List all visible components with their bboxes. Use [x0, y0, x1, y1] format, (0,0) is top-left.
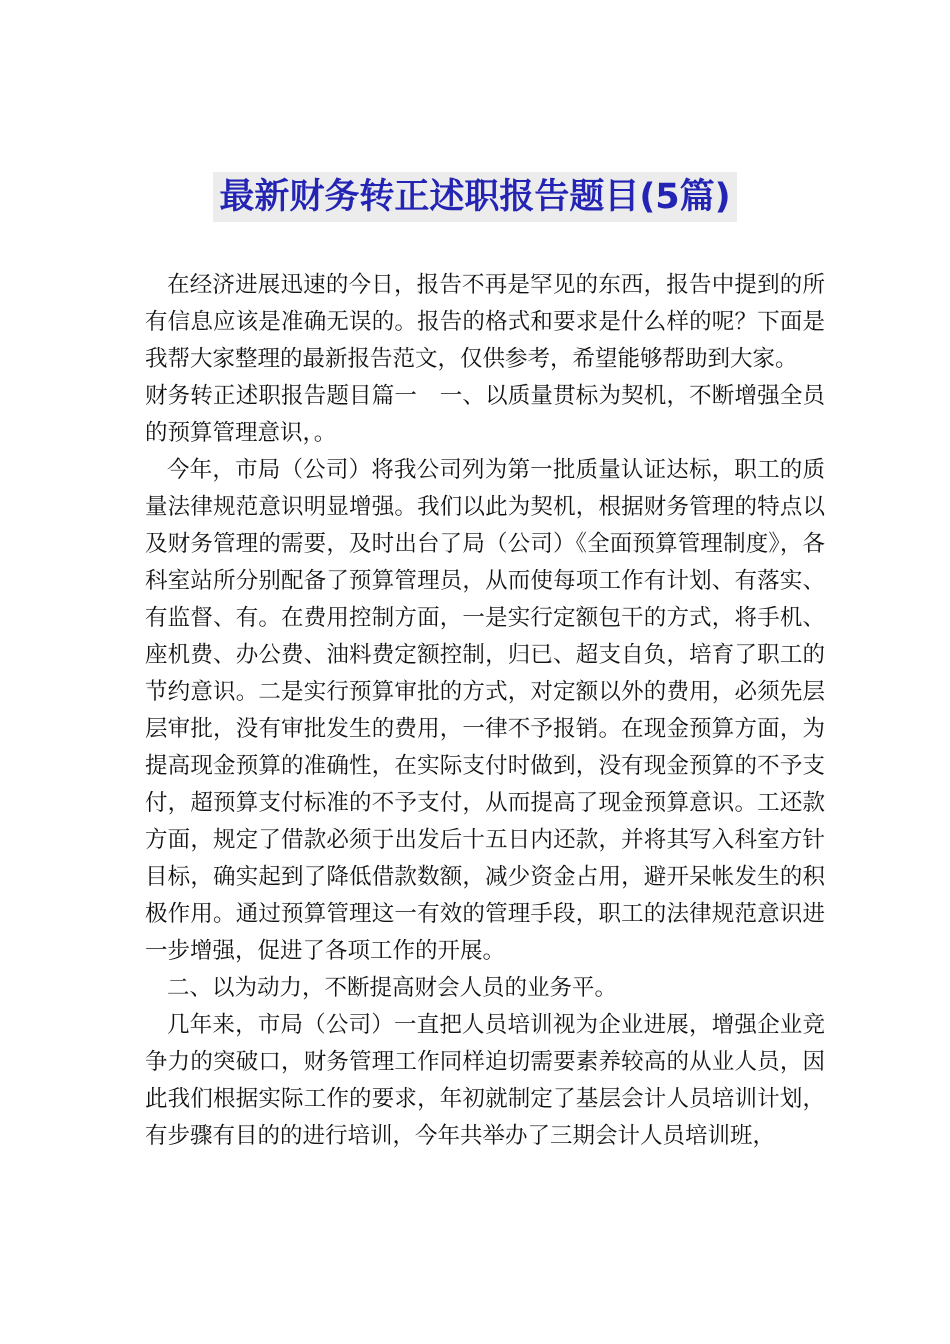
title-container [0, 172, 950, 222]
document-body [145, 267, 825, 1155]
paragraph-budget-management: 今年，市局（公司）将我公司列为第一批质量认证达标，职工的质量法律规范意识明显增强。我们以此为契机，根据财务管理的特点以及财务管理的需要，及时出台了局（公司）《全面预算管理制度》，各科室站所分别配备了预算管理员，从而使每项工作有计划、有落实、有监督、有。在费用控制方面，一是实行定额包干的方式，将手机、座机费、办公费、油料费定额控制，归已、超支自负，培育了职工的节约意识。二是实行预算审批的方式，对定额以外的费用，必须先层层审批，没有审批发生的费用，一律不予报销。在现金预算方面，为提高现金预算的准确性，在实际支付时做到，没有现金预算的不予支付，超预算支付标准的不予支付，从而提高了现金预算意识。工还款方面，规定了借款必须于出发后十五日内还款，并将其写入科室方针目标，确实起到了降低借款数额，减少资金占用，避开呆帐发生的积极作用。通过预算管理这一有效的管理手段，职工的法律规范意识进一步增强，促进了各项工作的开展。 [145, 457, 825, 964]
paragraph-intro: 在经济进展迅速的今日，报告不再是罕见的东西，报告中提到的所有信息应该是准确无误的。报告的格式和要求是什么样的呢？下面是我帮大家整理的最新报告范文，仅供参考，希望能够帮助到大家。 [145, 272, 825, 372]
paragraph-training: 几年来，市局（公司）一直把人员培训视为企业进展，增强企业竞争力的突破口，财务管理工作同样迫切需要素养较高的从业人员，因此我们根据实际工作的要求，年初就制定了基层会计人员培训计划，有步骤有目的的进行培训，今年共举办了三期会计人员培训班， [145, 1012, 825, 1149]
paragraph-section-heading-2: 二、以为动力，不断提高财会人员的业务平。 [167, 975, 618, 1001]
document-title: 最新财务转正述职报告题目(5篇) [213, 172, 736, 222]
paragraph-section-heading-1: 财务转正述职报告题目篇一 一、以质量贯标为契机，不断增强全员的预算管理意识，。 [145, 383, 825, 446]
